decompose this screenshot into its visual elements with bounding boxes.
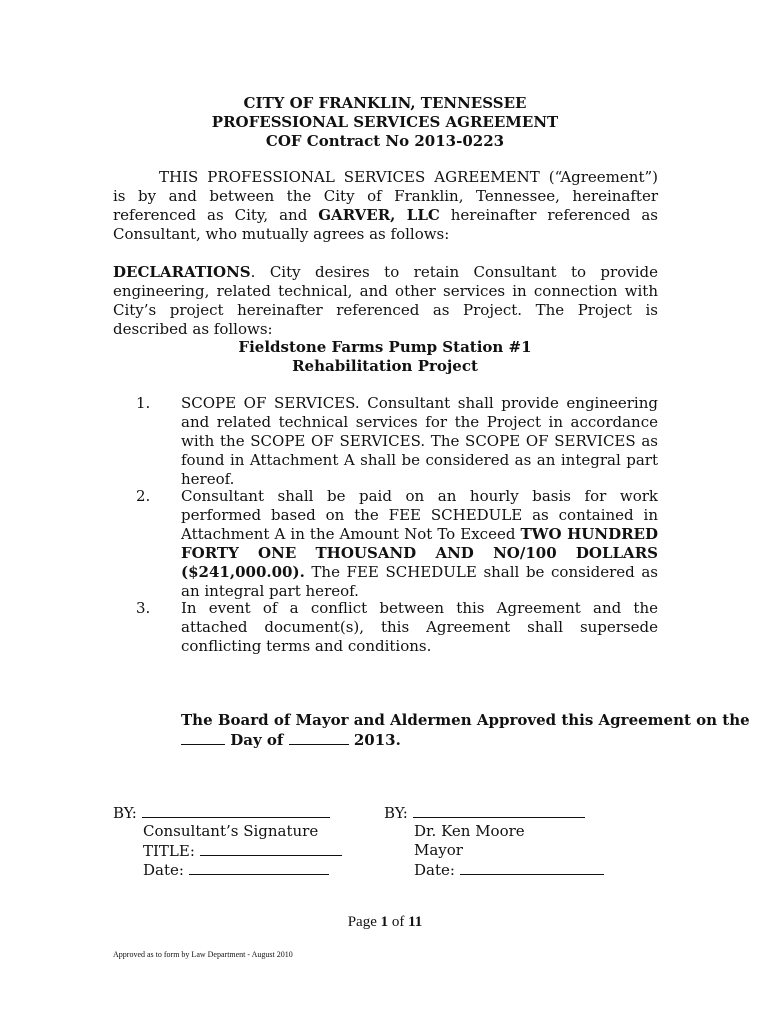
contract-amount: TWO HUNDRED FORTY ONE THOUSAND AND NO/100 DOLLARS ($241,000.00). (181, 525, 658, 581)
mayor-signature-field[interactable] (413, 803, 585, 818)
mayor-date-line (414, 860, 604, 880)
consultant-name: GARVER, LLC (318, 206, 440, 224)
item-3-text: In event of a conflict between this Agreement and the attached document(s), this Agreement shall supersede conflicting terms and conditions. (181, 599, 658, 655)
approval-year: 2013. (353, 731, 401, 749)
item-2-paragraph (181, 487, 658, 601)
page-number-total: 11 (408, 914, 423, 930)
footer-approval-note: Approved as to form by Law Department - August 2010 (113, 950, 293, 959)
page-number-of: of (391, 914, 405, 930)
consultant-by-label: BY: (113, 804, 137, 822)
mayor-date-field[interactable] (460, 860, 604, 875)
consultant-date-label: Date: (143, 861, 184, 879)
approval-date-line (181, 730, 401, 750)
project-subtitle: Rehabilitation Project (292, 357, 478, 375)
intro-paragraph (113, 168, 658, 244)
approval-day-blank[interactable] (181, 730, 225, 745)
page-number-current: 1 (380, 914, 389, 930)
item-2-text-after: The FEE SCHEDULE shall be considered as an integral part hereof. (181, 563, 658, 600)
intro-text-1: THIS PROFESSIONAL SERVICES AGREEMENT (“Agreement”) is by and between the City of Franklin, Tennessee, hereinafter referenced as City, and (113, 168, 658, 224)
consultant-title-label: TITLE: (143, 842, 195, 860)
header-city: CITY OF FRANKLIN, TENNESSEE (243, 94, 527, 112)
consultant-title-line (143, 841, 342, 861)
approval-line: The Board of Mayor and Aldermen Approved this Agreement on the (181, 711, 750, 729)
mayor-by-label: BY: (384, 804, 408, 822)
declarations-label: DECLARATIONS (113, 263, 251, 281)
item-3-number: 3. (136, 599, 151, 617)
declarations-paragraph (113, 263, 658, 339)
item-2-text-before: Consultant shall be paid on an hourly basis for work performed based on the FEE SCHEDULE as contained in Attachment A in the Amount Not To Exceed (181, 487, 658, 543)
approval-day-label: Day of (230, 731, 284, 749)
intro-text-2: hereinafter referenced as Consultant, who mutually agrees as follows: (113, 206, 658, 243)
consultant-signature-label: Consultant’s Signature (143, 822, 319, 840)
header-contract-number: COF Contract No 2013-0223 (265, 132, 505, 150)
item-1-number: 1. (136, 394, 151, 412)
item-2-number: 2. (136, 487, 151, 505)
mayor-by-line (384, 803, 585, 823)
approval-month-blank[interactable] (289, 730, 349, 745)
mayor-name: Dr. Ken Moore (414, 822, 525, 840)
page-number (0, 914, 770, 931)
item-1-text: SCOPE OF SERVICES. Consultant shall provide engineering and related technical services for the Project in accordance with the SCOPE OF SERVICES. The SCOPE OF SERVICES as found in Attachment A shall be considered as an integral part hereof. (181, 394, 658, 488)
consultant-title-field[interactable] (200, 841, 342, 856)
mayor-date-label: Date: (414, 861, 455, 879)
declarations-text: . City desires to retain Consultant to provide engineering, related technical, and other services in connection with City’s project hereinafter referenced as Project. The Project is described as follows: (113, 263, 658, 338)
consultant-by-line (113, 803, 330, 823)
header-agreement-title: PROFESSIONAL SERVICES AGREEMENT (211, 113, 559, 131)
mayor-role: Mayor (414, 841, 463, 859)
project-name: Fieldstone Farms Pump Station #1 (238, 338, 532, 356)
consultant-signature-field[interactable] (142, 803, 330, 818)
page-number-prefix: Page (347, 914, 377, 930)
consultant-date-line (143, 860, 329, 880)
consultant-date-field[interactable] (189, 860, 329, 875)
